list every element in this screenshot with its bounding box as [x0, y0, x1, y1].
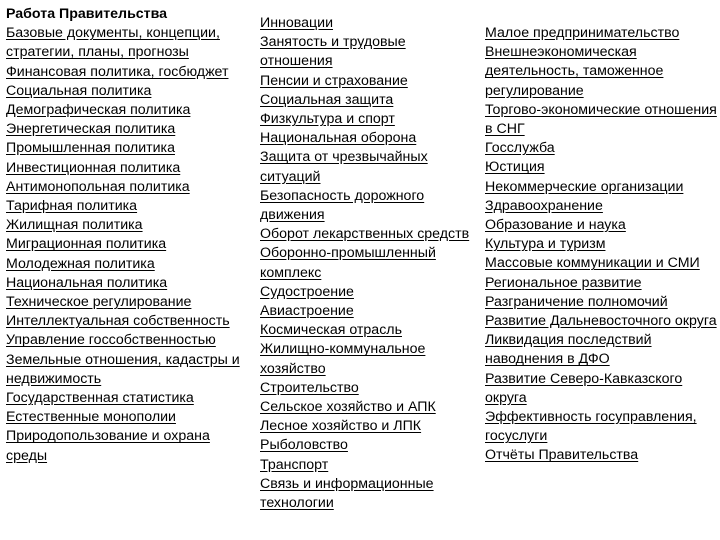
topic-link-defense-industry[interactable]: Оборонно-промышленный комплекс	[260, 245, 436, 281]
topics-column-1	[6, 5, 250, 466]
topic-link-technical-regulation[interactable]: Техническое регулирование	[6, 294, 192, 311]
topic-link-state-property[interactable]: Управление госсобственностью	[6, 332, 216, 349]
topic-link-government-reports[interactable]: Отчёты Правительства	[485, 447, 639, 464]
topic-link-financial-policy[interactable]: Финансовая политика, госбюджет	[6, 63, 229, 80]
topic-link-state-statistics[interactable]: Государственная статистика	[6, 390, 194, 407]
topic-link-shipbuilding[interactable]: Судостроение	[260, 283, 354, 300]
topic-link-youth-policy[interactable]: Молодежная политика	[6, 255, 155, 272]
topic-link-housing-utilities[interactable]: Жилищно-коммунальное хозяйство	[260, 341, 426, 377]
topic-link-innovations[interactable]: Инновации	[260, 15, 334, 31]
topic-link-national-defense[interactable]: Национальная оборона	[260, 130, 417, 147]
topic-link-energy-policy[interactable]: Энергетическая политика	[6, 121, 176, 138]
topic-link-drug-circulation[interactable]: Оборот лекарственных средств	[260, 226, 470, 243]
topic-link-employment[interactable]: Занятость и трудовые отношения	[260, 34, 406, 70]
topic-link-education-science[interactable]: Образование и наука	[485, 217, 626, 234]
topic-link-mass-media[interactable]: Массовые коммуникации и СМИ	[485, 255, 700, 272]
topic-link-social-protection[interactable]: Социальная защита	[260, 91, 394, 108]
topic-link-public-administration[interactable]: Эффективность госуправления, госуслуги	[485, 409, 697, 445]
topic-link-transport[interactable]: Транспорт	[260, 456, 329, 473]
topic-link-antimonopoly-policy[interactable]: Антимонопольная политика	[6, 178, 190, 195]
topic-link-small-business[interactable]: Малое предпринимательство	[485, 25, 680, 41]
topic-link-agriculture[interactable]: Сельское хозяйство и АПК	[260, 399, 436, 416]
topic-link-regional-development[interactable]: Региональное развитие	[485, 274, 642, 291]
topic-link-national-policy[interactable]: Национальная политика	[6, 274, 168, 291]
topic-link-nonprofit-organizations[interactable]: Некоммерческие организации	[485, 178, 684, 195]
topic-link-natural-monopolies[interactable]: Естественные монополии	[6, 409, 176, 426]
topic-link-flood-recovery[interactable]: Ликвидация последствий наводнения в ДФО	[485, 332, 652, 368]
topic-link-nature-management[interactable]: Природопользование и охрана среды	[6, 428, 210, 464]
topic-link-far-east-development[interactable]: Развитие Дальневосточного округа	[485, 313, 717, 330]
topic-link-forestry[interactable]: Лесное хозяйство и ЛПК	[260, 418, 422, 435]
topic-link-industrial-policy[interactable]: Промышленная политика	[6, 140, 175, 157]
topic-link-migration-policy[interactable]: Миграционная политика	[6, 236, 167, 253]
topic-link-sports[interactable]: Физкультура и спорт	[260, 111, 395, 128]
topic-link-emergency-protection[interactable]: Защита от чрезвычайных ситуаций	[260, 149, 428, 185]
topic-link-cis-relations[interactable]: Торгово-экономические отношения в СНГ	[485, 101, 717, 138]
topic-link-north-caucasus-development[interactable]: Развитие Северо-Кавказского округа	[485, 370, 683, 406]
topic-link-road-safety[interactable]: Безопасность дорожного движения	[260, 187, 425, 224]
topic-link-social-policy[interactable]: Социальная политика	[6, 82, 152, 99]
topic-link-healthcare[interactable]: Здравоохранение	[485, 197, 603, 214]
topic-link-land-relations[interactable]: Земельные отношения, кадастры и недвижимость	[6, 351, 240, 387]
topic-link-civil-service[interactable]: Госслужба	[485, 140, 555, 157]
topic-link-culture-tourism[interactable]: Культура и туризм	[485, 236, 606, 253]
topic-link-demographic-policy[interactable]: Демографическая политика	[6, 102, 191, 119]
topic-link-space-industry[interactable]: Космическая отрасль	[260, 322, 402, 339]
topic-link-justice[interactable]: Юстиция	[485, 159, 545, 176]
topics-column-3	[485, 24, 717, 466]
topic-link-communications-it[interactable]: Связь и информационные технологии	[260, 475, 434, 512]
topic-link-fishery[interactable]: Рыболовство	[260, 437, 348, 454]
topic-link-intellectual-property[interactable]: Интеллектуальная собственность	[6, 313, 230, 330]
topic-link-delimitation-of-powers[interactable]: Разграничение полномочий	[485, 293, 668, 310]
topic-link-tariff-policy[interactable]: Тарифная политика	[6, 198, 138, 215]
topic-link-foreign-trade[interactable]: Внешнеэкономическая деятельность, таможенное регулирование	[485, 44, 664, 99]
topic-link-base-documents[interactable]: Базовые документы, концепции, стратегии, планы, прогнозы	[6, 25, 220, 61]
topics-column-2	[260, 14, 470, 513]
section-title: Работа Правительства	[6, 6, 168, 22]
topic-link-aircraft-industry[interactable]: Авиастроение	[260, 303, 354, 320]
topic-link-construction[interactable]: Строительство	[260, 379, 359, 396]
topic-link-pensions[interactable]: Пенсии и страхование	[260, 72, 408, 89]
topic-link-investment-policy[interactable]: Инвестиционная политика	[6, 159, 181, 176]
topic-link-housing-policy[interactable]: Жилищная политика	[6, 217, 143, 234]
